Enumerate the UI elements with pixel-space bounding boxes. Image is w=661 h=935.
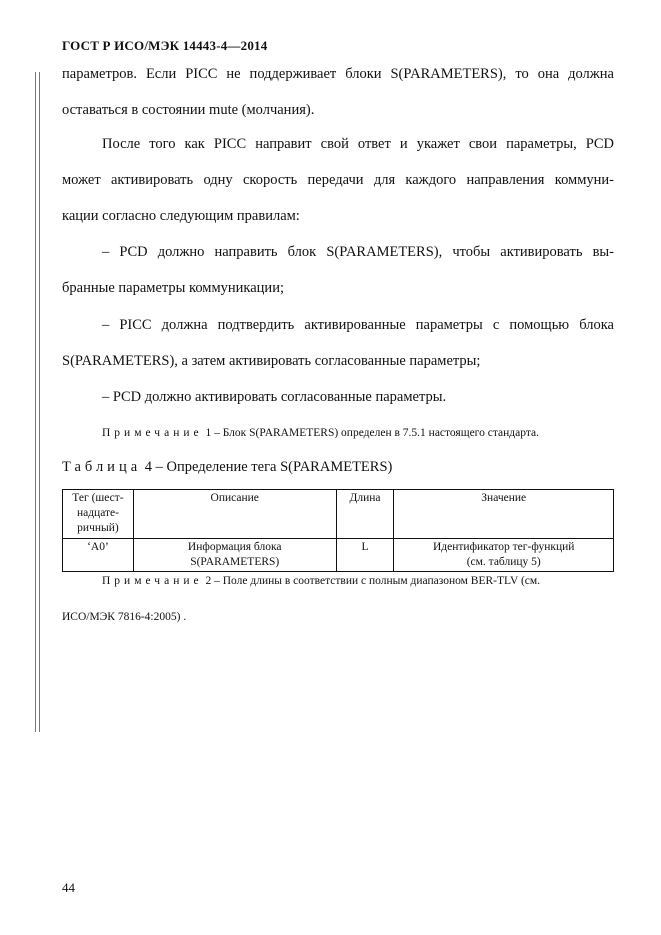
table-cell: Информация блока S(PARAMETERS) xyxy=(133,539,336,572)
text-line: параметров. Если PICC не поддерживает блоки S(PARAMETERS), то она должна xyxy=(62,66,614,82)
table-header-cell: Тег (шест- надцате- ричный) xyxy=(63,490,134,539)
text-line: S(PARAMETERS), а затем активировать согласованные параметры; xyxy=(62,353,481,369)
table-cell: L xyxy=(336,539,394,572)
paragraph-2 xyxy=(62,126,614,234)
text-line: – PICC должна подтвердить активированные параметры с помощью блока xyxy=(102,317,614,333)
text-line: После того как PICC направит свой ответ и укажет свои параметры, PCD xyxy=(102,136,614,152)
text-line: – PCD должно направить блок S(PARAMETERS), чтобы активировать вы- xyxy=(102,244,614,260)
note-2-line-2: ИСО/МЭК 7816-4:2005) . xyxy=(62,611,187,623)
table-cell: ‘A0’ xyxy=(63,539,134,572)
text-line: оставаться в состоянии mute (молчания). xyxy=(62,102,315,118)
note-text: 1 – Блок S(PARAMETERS) определен в 7.5.1 настоящего стандарта. xyxy=(202,427,539,439)
note-2-line-1 xyxy=(62,563,614,599)
text-line: кации согласно следующим правилам: xyxy=(62,208,300,224)
text-line: – PCD должно активировать согласованные параметры. xyxy=(102,389,447,405)
text-line: бранные параметры коммуникации; xyxy=(62,280,284,296)
parameters-tag-table xyxy=(62,489,614,572)
table-caption-label: Таблица xyxy=(62,459,142,475)
note-label: Примечание xyxy=(102,575,203,587)
page-header: ГОСТ Р ИСО/МЭК 14443-4—2014 xyxy=(62,38,268,53)
rule-item-3 xyxy=(62,379,614,415)
note-text: 2 – Поле длины в соответствии с полным диапазоном BER-TLV (см. xyxy=(202,575,541,587)
note-2 xyxy=(62,563,614,635)
page-number: 44 xyxy=(62,880,75,895)
text-line: может активировать одну скорость передачи для каждого направления коммуни- xyxy=(62,172,614,188)
change-bar xyxy=(35,72,36,732)
paragraph-1 xyxy=(62,56,614,128)
table-header-cell: Значение xyxy=(394,490,614,539)
rule-item-1 xyxy=(62,234,614,306)
table-caption-text: 4 – Определение тега S(PARAMETERS) xyxy=(141,459,393,475)
table-header-cell: Длина xyxy=(336,490,394,539)
table-header-row xyxy=(63,490,614,539)
table-caption xyxy=(62,455,392,479)
table-header-cell: Описание xyxy=(133,490,336,539)
note-label: Примечание xyxy=(102,427,203,439)
table-cell: Идентификатор тег-функций (см. таблицу 5) xyxy=(394,539,614,572)
change-bar xyxy=(39,72,40,732)
note-1 xyxy=(62,415,614,451)
rule-item-2 xyxy=(62,307,614,379)
